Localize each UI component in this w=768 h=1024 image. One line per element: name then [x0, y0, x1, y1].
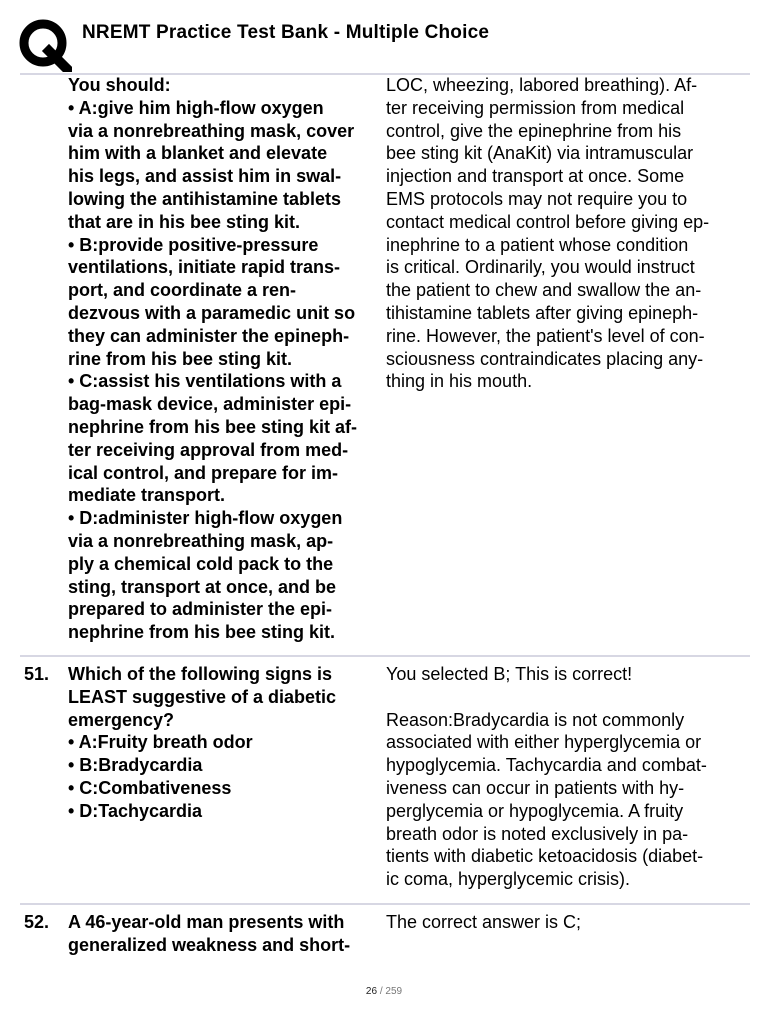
text-line: lowing the antihistamine tablets [68, 188, 342, 209]
text-line: injection and transport at once. Some [386, 166, 685, 187]
total-pages: 259 [385, 986, 403, 997]
text-line: ical control, and prepare for im- [68, 462, 339, 483]
divider [20, 655, 750, 657]
text-line: dezvous with a paramedic unit so [68, 302, 356, 323]
question-text: LEAST suggestive of a diabetic [68, 686, 337, 707]
text-line: is critical. Ordinarily, you would instruct [386, 257, 695, 278]
option-d: • D:administer high-flow oxygen [68, 508, 343, 529]
question-text: emergency? [68, 709, 175, 730]
question-52-number: 52. [24, 912, 50, 932]
text-line: sciousness contraindicates placing any- [386, 348, 704, 369]
answer-51 [386, 663, 750, 891]
text-line: ply a chemical cold pack to the [68, 553, 334, 574]
text-line: sting, transport at once, and be [68, 576, 337, 597]
text-line: rine from his bee sting kit. [68, 348, 293, 369]
text-line: ventilations, initiate rapid trans- [68, 257, 341, 278]
answer-result: The correct answer is C; [386, 912, 582, 932]
answer-52 [386, 911, 750, 934]
text-line: via a nonrebreathing mask, ap- [68, 530, 334, 551]
text-line: mediate transport. [68, 485, 226, 506]
page-separator: / [377, 986, 386, 997]
text-line: You should: [68, 75, 171, 95]
current-page: 26 [365, 986, 378, 997]
reason-text: breath odor is noted exclusively in pa- [386, 823, 689, 844]
page-title: NREMT Practice Test Bank - Multiple Choice [82, 22, 490, 43]
question-52 [68, 911, 384, 957]
option-c: • C:Combativeness [68, 777, 232, 798]
text-line: bag-mask device, administer epi- [68, 394, 352, 415]
question-text: A 46-year-old man presents with [68, 912, 345, 932]
text-line: rine. However, the patient's level of con- [386, 325, 705, 346]
question-text: Which of the following signs is [68, 664, 332, 684]
option-b: • B:provide positive-pressure [68, 234, 319, 255]
text-line: thing in his mouth. [386, 371, 533, 392]
blank-line [386, 686, 750, 709]
reason-text: Reason:Bradycardia is not commonly [386, 709, 685, 730]
text-line: prepared to administer the epi- [68, 599, 333, 620]
divider [20, 903, 750, 905]
question-51-number: 51. [24, 664, 50, 684]
text-line: the patient to chew and swallow the an- [386, 280, 702, 301]
text-line: port, and coordinate a ren- [68, 280, 297, 301]
question-text: generalized weakness and short- [68, 934, 351, 955]
text-line: tihistamine tablets after giving epineph- [386, 302, 699, 323]
q-logo-icon [18, 18, 72, 72]
text-line: that are in his bee sting kit. [68, 211, 301, 232]
option-b: • B:Bradycardia [68, 755, 203, 776]
text-line: nephrine from his bee sting kit af- [68, 416, 358, 437]
reason-text: perglycemia or hypoglycemia. A fruity [386, 800, 684, 821]
text-line: nephrine from his bee sting kit. [68, 622, 336, 643]
text-line: EMS protocols may not require you to [386, 188, 688, 209]
reason-text: ic coma, hyperglycemic crisis). [386, 869, 631, 890]
reason-text: hypoglycemia. Tachycardia and combat- [386, 755, 707, 776]
reason-text: tients with diabetic ketoacidosis (diabet- [386, 846, 704, 867]
option-c: • C:assist his ventilations with a [68, 371, 342, 392]
text-line: via a nonrebreathing mask, cover [68, 120, 355, 141]
text-line: him with a blanket and elevate [68, 143, 328, 164]
text-line: LOC, wheezing, labored breathing). Af- [386, 75, 698, 95]
text-line: inephrine to a patient whose condition [386, 234, 689, 255]
page-indicator [0, 986, 768, 997]
question-51 [68, 663, 384, 823]
option-a: • A:give him high-flow oxygen [68, 97, 324, 118]
reason-text: iveness can occur in patients with hy- [386, 777, 685, 798]
text-line: control, give the epinephrine from his [386, 120, 682, 141]
reason-text: associated with either hyperglycemia or [386, 732, 702, 753]
answer-50-explanation [386, 74, 750, 393]
question-50-options [68, 74, 384, 644]
text-line: ter receiving approval from med- [68, 439, 349, 460]
option-d: • D:Tachycardia [68, 800, 203, 821]
text-line: they can administer the epineph- [68, 325, 350, 346]
text-line: bee sting kit (AnaKit) via intramuscular [386, 143, 694, 164]
text-line: his legs, and assist him in swal- [68, 166, 342, 187]
answer-result: You selected B; This is correct! [386, 664, 633, 684]
text-line: ter receiving permission from medical [386, 97, 685, 118]
text-line: contact medical control before giving ep- [386, 211, 710, 232]
option-a: • A:Fruity breath odor [68, 732, 253, 753]
